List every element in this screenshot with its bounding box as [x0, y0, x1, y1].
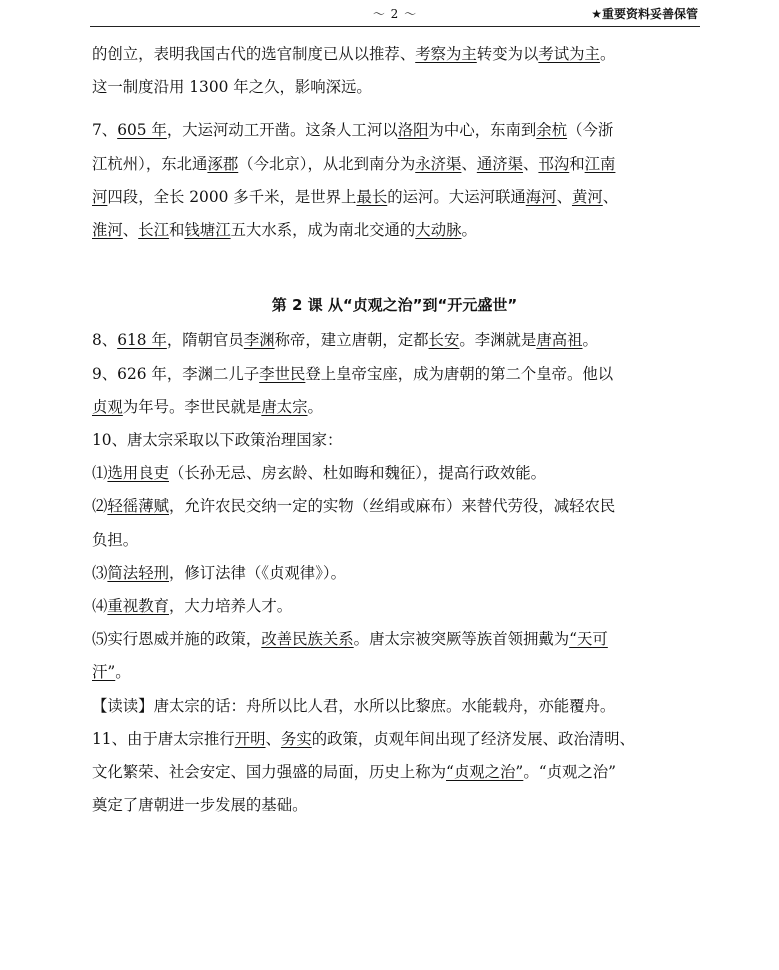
- text: 、: [461, 154, 477, 173]
- text: 。: [115, 663, 131, 682]
- text: ，大运河动工开凿。这条人工河以: [166, 121, 398, 140]
- key-term: 海河: [525, 187, 557, 206]
- header-note: ★重要资料妥善保管: [591, 7, 698, 21]
- key-term: “贞观之治”: [446, 763, 524, 782]
- text: 。: [582, 331, 598, 350]
- paragraph: [92, 148, 697, 181]
- text: 转变为以: [476, 45, 539, 63]
- text: 。: [307, 397, 323, 416]
- text: 11、由于唐太宗推行: [92, 729, 235, 748]
- text: 文化繁荣、社会安定、国力强盛的局面，历史上称为: [92, 763, 446, 782]
- paragraph: [92, 756, 697, 789]
- paragraph-item-9: [92, 358, 697, 391]
- key-term: 考试为主: [538, 45, 600, 63]
- text: ，允许农民交纳一定的实物（丝绢或麻布）来替代劳役，减轻农民: [168, 497, 616, 516]
- key-term: 唐高祖: [536, 331, 583, 350]
- key-term: 重视教育: [107, 597, 169, 616]
- key-term: 大动脉: [415, 221, 462, 240]
- text: 的运河。大运河联通: [387, 187, 526, 206]
- paragraph: [92, 391, 697, 424]
- paragraph-item-10: 10、唐太宗采取以下政策治理国家：: [92, 431, 343, 450]
- policy-item-4: [92, 590, 697, 623]
- text: 登上皇帝宝座，成为唐朝的第二个皇帝。他以: [305, 364, 614, 383]
- text: 五大水系，成为南北交通的: [230, 221, 416, 240]
- text: ，大力培养人才。: [168, 597, 293, 616]
- text: 为中心，东南到: [428, 121, 537, 140]
- key-term: 涿郡: [207, 154, 239, 173]
- reading-note: 【读读】唐太宗的话：舟所以比人君，水所以比黎庶。水能载舟，亦能覆舟。: [92, 696, 616, 715]
- key-term: 618 年: [117, 331, 167, 350]
- key-term: 贞观: [92, 397, 123, 416]
- text: 称帝，建立唐朝，定都: [274, 331, 429, 350]
- key-term: 选用良吏: [107, 464, 169, 483]
- text: 江杭州），东北通: [92, 154, 208, 173]
- text: （今北京），从北到南分为: [238, 154, 416, 173]
- text: 7、: [92, 121, 118, 140]
- key-term: 河: [92, 187, 108, 206]
- key-term: 江南: [584, 154, 616, 173]
- paragraph-item-7: [92, 114, 697, 147]
- key-term: 余杭: [536, 121, 568, 140]
- key-term: 务实: [280, 729, 312, 748]
- policy-item-3: [92, 557, 697, 590]
- paragraph: 这一制度沿用 1300 年之久，影响深远。: [92, 78, 372, 97]
- policy-item-5: [92, 623, 697, 656]
- key-term: 考察为主: [415, 45, 477, 63]
- key-term: 邗沟: [538, 154, 570, 173]
- text: 四段，全长 2000 多千米，是世界上: [107, 187, 357, 206]
- key-term: 永济渠: [415, 154, 462, 173]
- key-term: 汗”: [92, 663, 116, 682]
- text: 。李渊就是: [459, 331, 537, 350]
- paragraph-item-11: [92, 723, 697, 756]
- text: ⑷: [92, 597, 108, 616]
- policy-item-1: [92, 457, 697, 490]
- key-term: 唐太宗: [261, 397, 308, 416]
- text: （长孙无忌、房玄龄、杜如晦和魏征），提高行政效能。: [168, 464, 547, 483]
- text: 的创立，表明我国古代的选官制度已从以推荐、: [92, 45, 416, 63]
- key-term: 长安: [428, 331, 460, 350]
- key-term: 最长: [356, 187, 388, 206]
- text: ，隋朝官员: [166, 331, 244, 350]
- text: 和: [569, 154, 585, 173]
- text: 。: [461, 221, 477, 240]
- key-term: 淮河: [92, 221, 123, 240]
- key-term: “天可: [569, 630, 608, 649]
- text: ，修订法律（《贞观律》）。: [168, 563, 346, 582]
- text: 为年号。李世民就是: [122, 397, 262, 416]
- text: 、: [556, 187, 572, 206]
- text: 、: [602, 187, 619, 206]
- key-term: 轻徭薄赋: [107, 497, 169, 516]
- paragraph: [92, 38, 697, 71]
- policy-item-2: [92, 490, 697, 523]
- key-term: 通济渠: [476, 154, 524, 173]
- text: ⑸实行恩威并施的政策，: [92, 630, 262, 649]
- paragraph-item-8: [92, 324, 697, 357]
- text: 。“贞观之治”: [523, 763, 617, 782]
- key-term: 钱塘江: [184, 221, 231, 240]
- paragraph: [92, 214, 697, 247]
- key-term: 李世民: [259, 364, 306, 383]
- key-term: 605 年: [117, 121, 167, 140]
- text: 、: [523, 154, 539, 173]
- key-term: 长江: [138, 221, 169, 240]
- text: 9、626 年，李渊二儿子: [92, 364, 260, 383]
- text: ⑴: [92, 464, 108, 483]
- paragraph: [92, 181, 697, 214]
- text: 和: [169, 221, 185, 240]
- text: ⑶: [92, 563, 108, 582]
- key-term: 李渊: [243, 331, 275, 350]
- key-term: 洛阳: [397, 121, 429, 140]
- text: 的政策，贞观年间出现了经济发展、政治清明、: [311, 729, 635, 748]
- document-body: [92, 38, 697, 822]
- lesson-title: 第 2 课 从“贞观之治”到“开元盛世”: [271, 296, 518, 315]
- page-number: ～ 2 ～: [372, 7, 418, 21]
- text: 。: [599, 45, 616, 63]
- key-term: 简法轻刑: [107, 563, 169, 582]
- text: 、: [122, 221, 139, 240]
- paragraph: [92, 656, 697, 689]
- text: 。唐太宗被突厥等族首领拥戴为: [353, 630, 570, 649]
- key-term: 黄河: [571, 187, 603, 206]
- paragraph: 奠定了唐朝进一步发展的基础。: [92, 796, 308, 815]
- text: 、: [265, 729, 281, 748]
- text: （今浙: [567, 121, 614, 140]
- text: 8、: [92, 331, 118, 350]
- text: ⑵: [92, 497, 108, 516]
- key-term: 改善民族关系: [261, 630, 354, 649]
- key-term: 开明: [234, 729, 266, 748]
- paragraph: 负担。: [92, 530, 139, 549]
- page-header: [90, 0, 700, 27]
